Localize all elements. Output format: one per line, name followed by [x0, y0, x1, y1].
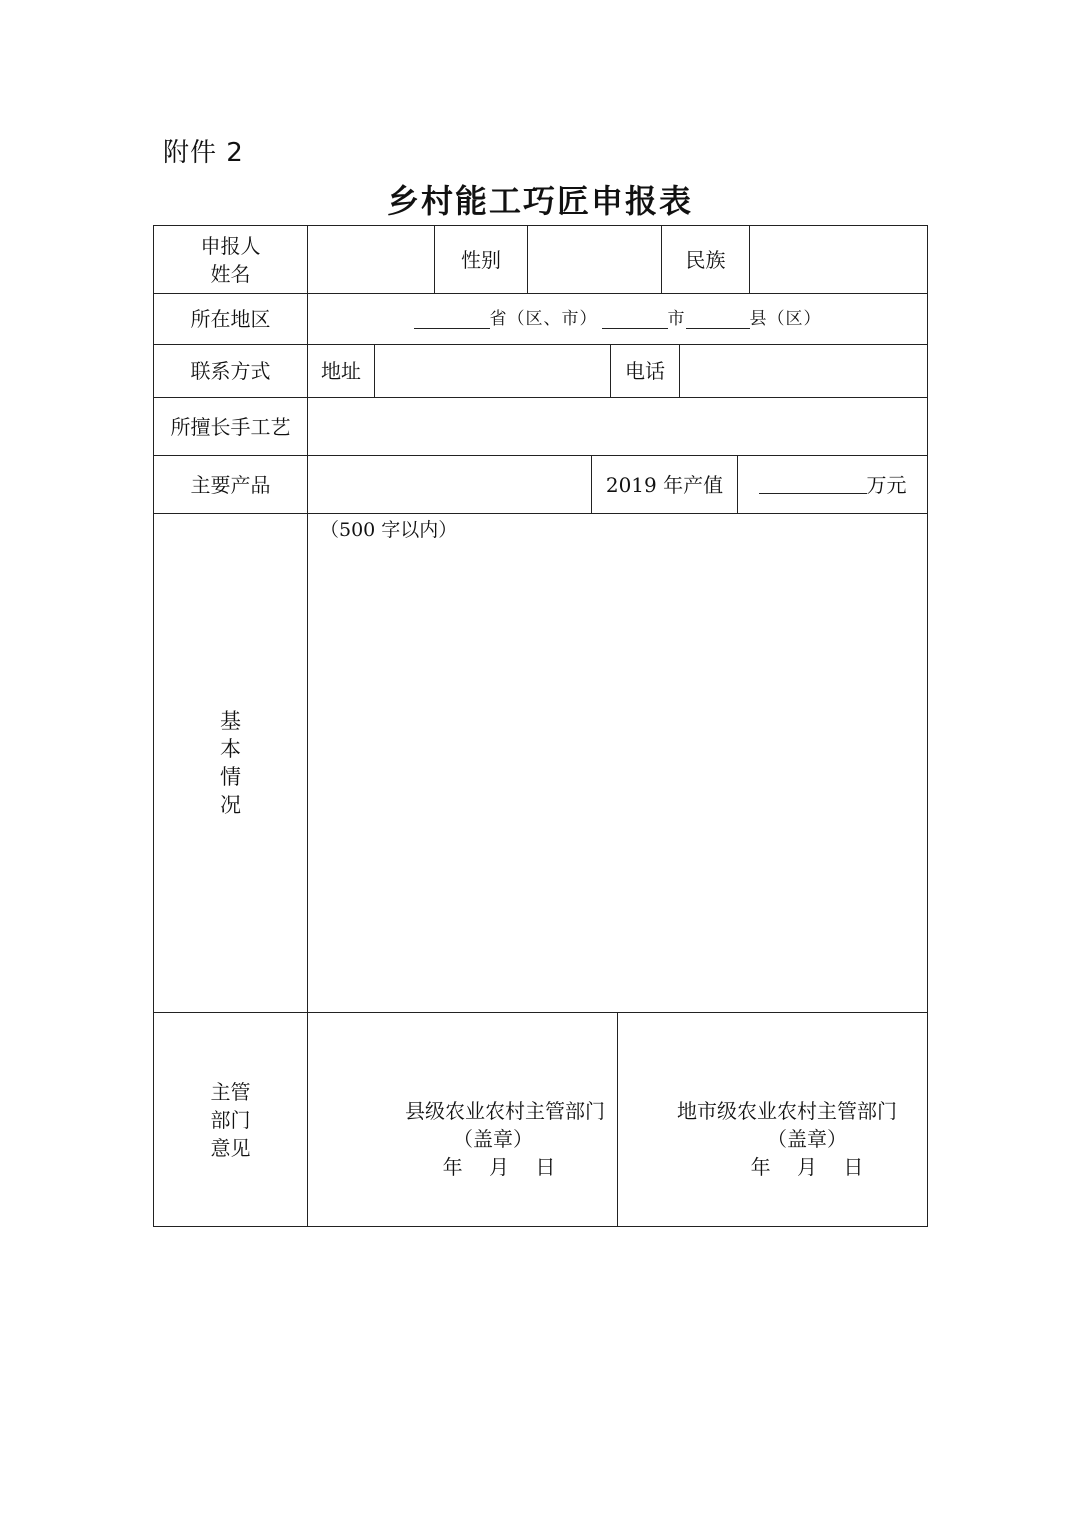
basic-info-label-char: 基: [220, 709, 241, 733]
word-limit-hint: （500 字以内）: [320, 519, 458, 541]
county-blank[interactable]: [686, 310, 750, 329]
phone-label: 电话: [610, 344, 680, 398]
city-signature-block: [652, 1097, 922, 1181]
name-field[interactable]: [307, 225, 435, 294]
basic-info-label-cell: [153, 513, 308, 1013]
region-label: 所在地区: [153, 293, 308, 345]
county-signature-block: [370, 1097, 640, 1181]
craft-label: 所擅长手工艺: [153, 397, 308, 456]
output-blank[interactable]: [759, 475, 867, 494]
city-stamp: （盖章）: [767, 1127, 847, 1151]
output-field[interactable]: [737, 455, 928, 514]
address-label: 地址: [307, 344, 375, 398]
region-field[interactable]: [307, 293, 928, 345]
province-suffix: 省（区、市）: [489, 309, 598, 329]
address-field[interactable]: [374, 344, 611, 398]
dept-opinion-label-line: 部门: [210, 1107, 251, 1132]
phone-field[interactable]: [679, 344, 928, 398]
county-date: 年 月 日: [442, 1155, 556, 1179]
dept-opinion-label-line: 意见: [210, 1135, 251, 1160]
basic-info-field[interactable]: [307, 513, 928, 1013]
craft-field[interactable]: [307, 397, 928, 456]
contact-label: 联系方式: [153, 344, 308, 398]
gender-field[interactable]: [527, 225, 662, 294]
gender-label: 性别: [434, 225, 528, 294]
name-label-line1: 申报人: [200, 233, 261, 258]
name-label-cell: [153, 225, 308, 294]
city-dept-name: 地市级农业农村主管部门: [677, 1099, 897, 1123]
city-date: 年 月 日: [750, 1155, 864, 1179]
province-blank[interactable]: [414, 310, 490, 329]
county-stamp: （盖章）: [453, 1127, 533, 1151]
name-label-line2: 姓名: [210, 261, 251, 286]
ethnicity-field[interactable]: [749, 225, 928, 294]
basic-info-label-char: 情: [220, 765, 241, 789]
dept-opinion-label-cell: [153, 1012, 308, 1227]
products-field[interactable]: [307, 455, 592, 514]
basic-info-label-char: 况: [220, 793, 241, 817]
city-blank[interactable]: [602, 310, 668, 329]
form-title: 乡村能工巧匠申报表: [386, 182, 693, 220]
county-dept-name: 县级农业农村主管部门: [405, 1099, 605, 1123]
ethnicity-label: 民族: [661, 225, 750, 294]
city-suffix: 市: [667, 309, 686, 329]
county-suffix: 县（区）: [749, 309, 822, 329]
output-label: 2019 年产值: [591, 455, 738, 514]
products-label: 主要产品: [153, 455, 308, 514]
attachment-label: 附件 2: [163, 138, 244, 168]
basic-info-label-char: 本: [220, 737, 241, 761]
dept-opinion-label-line: 主管: [210, 1079, 251, 1104]
output-unit: 万元: [866, 472, 907, 497]
